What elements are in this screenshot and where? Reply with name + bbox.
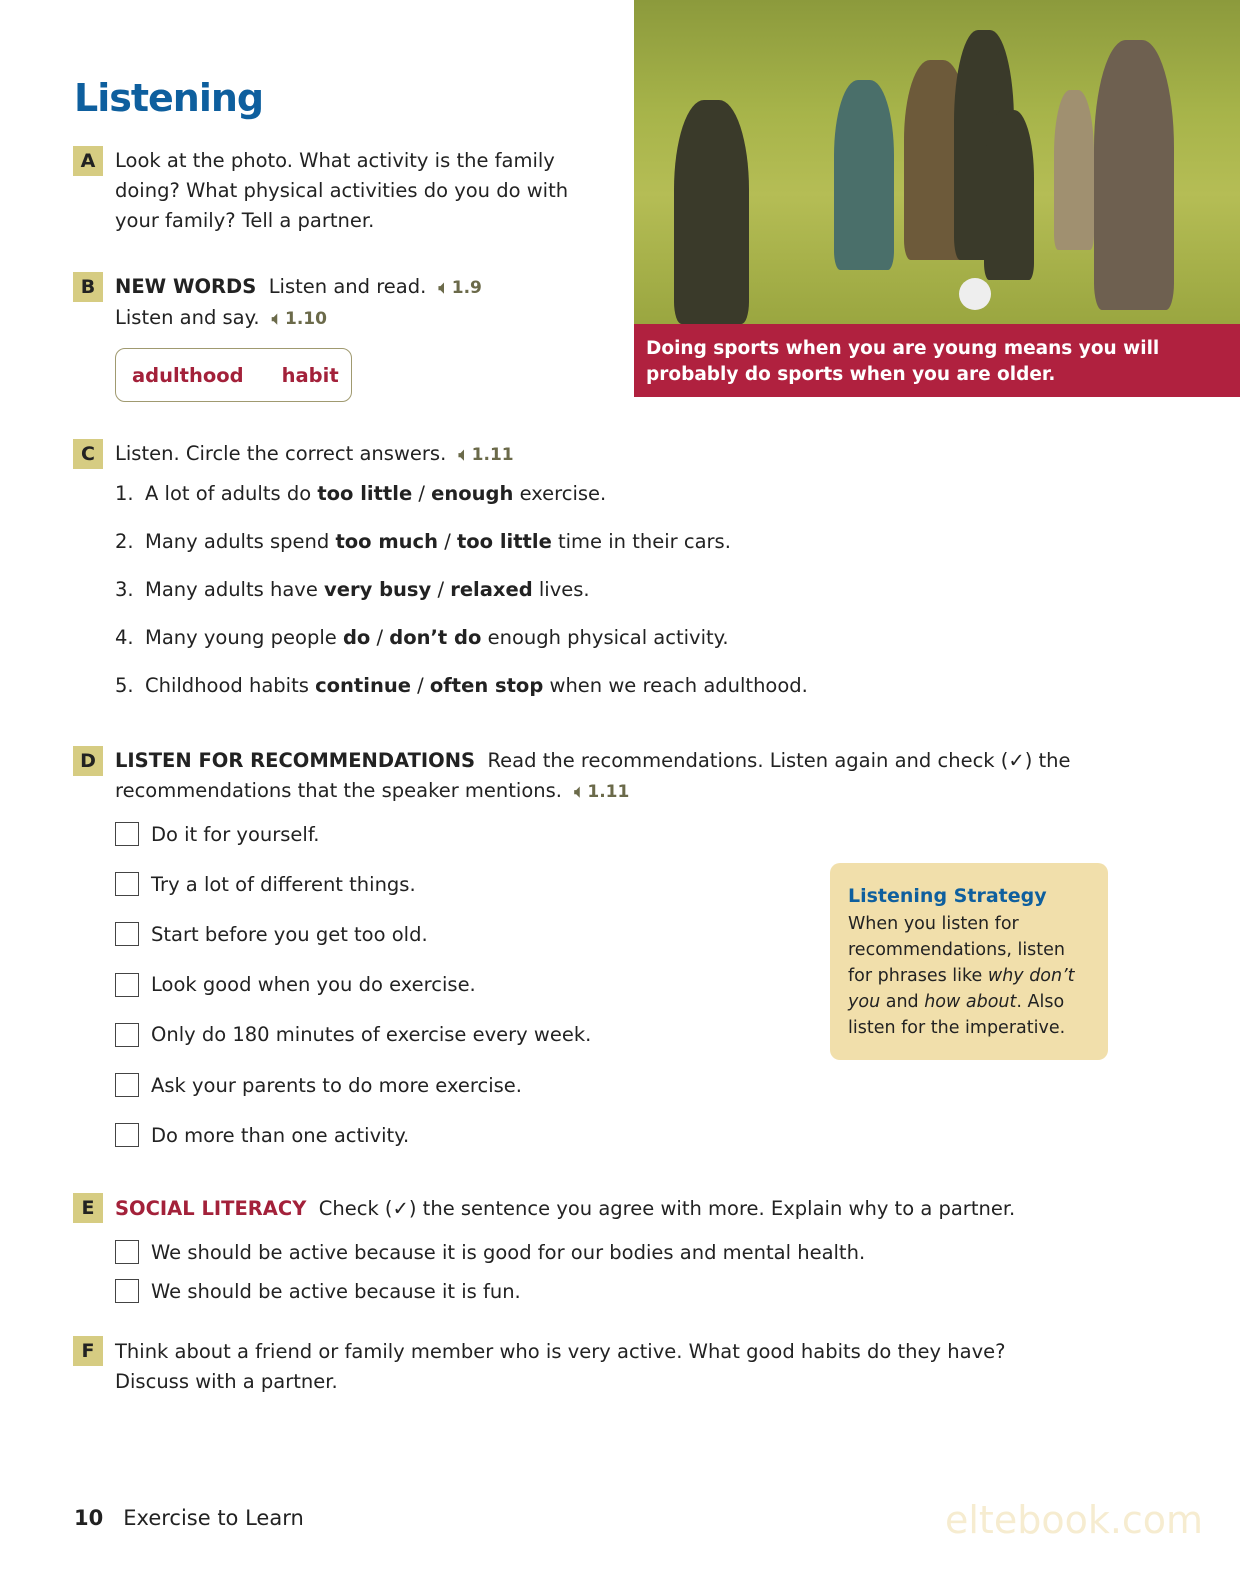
checkbox[interactable] [115,1279,139,1303]
option-b[interactable]: enough [431,482,514,505]
item-number: 5. [115,674,134,697]
option-b[interactable]: don’t do [389,626,482,649]
checkbox-label: We should be active because it is fun. [151,1279,521,1303]
checkbox-label: Do more than one activity. [151,1123,410,1147]
page-title: Listening [74,76,264,120]
question-item: 5. Childhood habits continue / often stop when we reach adulthood. [115,674,808,697]
instruction: Listen. Circle the correct answers. [115,442,447,465]
badge-f: F [73,1336,103,1366]
family-photo [634,0,1240,324]
exercise-e-instruction [115,1194,1015,1224]
item-text: when we reach adulthood. [543,674,808,697]
item-text: exercise. [513,482,607,505]
exercise-b-line2 [115,303,327,334]
checkbox-item[interactable] [115,822,319,846]
item-text: Many young people [145,626,343,649]
option-a[interactable]: too little [317,482,413,505]
item-text: Many adults have [145,578,325,601]
checkbox-label: Start before you get too old. [151,922,428,946]
new-words-box [115,348,352,402]
checkbox-item[interactable] [115,872,416,896]
item-text: A lot of adults do [145,482,318,505]
option-a[interactable]: very busy [324,578,432,601]
item-text: enough physical activity. [481,626,729,649]
checkbox[interactable] [115,872,139,896]
footer [74,1506,304,1530]
badge-a: A [73,146,103,176]
checkbox-item[interactable] [115,1073,522,1097]
checkbox[interactable] [115,1073,139,1097]
instruction: Listen and read. [268,275,427,298]
photo-caption: Doing sports when you are young means you will probably do sports when you are older. [634,324,1240,397]
new-words-label: NEW WORDS [115,275,257,298]
strategy-text: When you listen for recommendations, listen for phrases like why don’t you and how about. Also listen for the imperative. [848,914,1075,1038]
speaker-icon: 🔈︎ [574,782,585,802]
badge-b: B [73,272,103,302]
checkbox-item[interactable] [115,922,428,946]
item-text: lives. [532,578,590,601]
page-number: 10 [74,1506,104,1530]
checkbox-item[interactable] [115,973,476,997]
strategy-title: Listening Strategy [848,885,1047,907]
item-text: Childhood habits [145,674,316,697]
track-number: 1.11 [471,445,514,465]
option-b[interactable]: often stop [429,674,544,697]
question-item: 4. Many young people do / don’t do enough physical activity. [115,626,729,649]
checkbox-label: Ask your parents to do more exercise. [151,1073,522,1097]
exercise-c-instruction [115,439,514,470]
instruction: recommendations that the speaker mentions. [115,779,562,802]
instruction: Check (✓) the sentence you agree with more. Explain why to a partner. [318,1197,1016,1220]
word: habit [281,363,339,387]
section-label: SOCIAL LITERACY [115,1197,307,1220]
checkbox-item[interactable] [115,1123,409,1147]
checkbox[interactable] [115,822,139,846]
listening-strategy-box [830,863,1108,1060]
audio-track[interactable] [452,445,513,465]
checkbox-label: Do it for yourself. [151,822,320,846]
item-text: Many adults spend [145,530,336,553]
track-number: 1.9 [451,278,482,298]
instruction: Read the recommendations. Listen again and check (✓) the [487,749,1071,772]
option-b[interactable]: relaxed [450,578,533,601]
badge-e: E [73,1193,103,1223]
checkbox-label: We should be active because it is good for our bodies and mental health. [151,1240,866,1264]
track-number: 1.10 [285,309,327,329]
checkbox-item[interactable] [115,1240,865,1264]
option-a[interactable]: continue [315,674,411,697]
checkbox-item[interactable] [115,1279,521,1303]
item-number: 2. [115,530,134,553]
exercise-d-instruction [115,746,1115,807]
option-a[interactable]: do [342,626,371,649]
audio-track[interactable] [568,782,629,802]
audio-track[interactable] [433,278,482,298]
option-a[interactable]: too much [335,530,438,553]
item-number: 4. [115,626,134,649]
section-label: LISTEN FOR RECOMMENDATIONS [115,749,476,772]
speaker-icon: 🔈︎ [271,309,282,329]
exercise-a-text: Look at the photo. What activity is the family doing? What physical activities do you do with your family? Tell a partner. [115,149,569,232]
checkbox[interactable] [115,922,139,946]
exercise-f-text: Think about a friend or family member who is very active. What good habits do they have? Discuss with a partner. [115,1340,1006,1393]
option-b[interactable]: too little [456,530,552,553]
instruction: Listen and say. [115,306,260,329]
speaker-icon: 🔈︎ [458,445,469,465]
item-number: 3. [115,578,134,601]
unit-title: Exercise to Learn [123,1506,304,1530]
checkbox[interactable] [115,1240,139,1264]
track-number: 1.11 [587,782,630,802]
question-item: 1. A lot of adults do too little / enough exercise. [115,482,607,505]
checkbox[interactable] [115,973,139,997]
watermark: eltebook.com [945,1498,1204,1542]
checkbox[interactable] [115,1023,139,1047]
exercise-b-line1 [115,272,482,303]
badge-c: C [73,439,103,469]
badge-d: D [73,746,103,776]
checkbox-label: Only do 180 minutes of exercise every week. [151,1023,592,1047]
speaker-icon: 🔈︎ [438,278,449,298]
audio-track[interactable] [266,309,327,329]
question-item: 3. Many adults have very busy / relaxed lives. [115,578,590,601]
item-text: time in their cars. [551,530,731,553]
checkbox[interactable] [115,1123,139,1147]
checkbox-item[interactable] [115,1023,591,1047]
item-number: 1. [115,482,134,505]
checkbox-label: Look good when you do exercise. [151,973,476,997]
checkbox-label: Try a lot of different things. [151,872,416,896]
question-item: 2. Many adults spend too much / too little time in their cars. [115,530,731,553]
word: adulthood [132,363,244,387]
